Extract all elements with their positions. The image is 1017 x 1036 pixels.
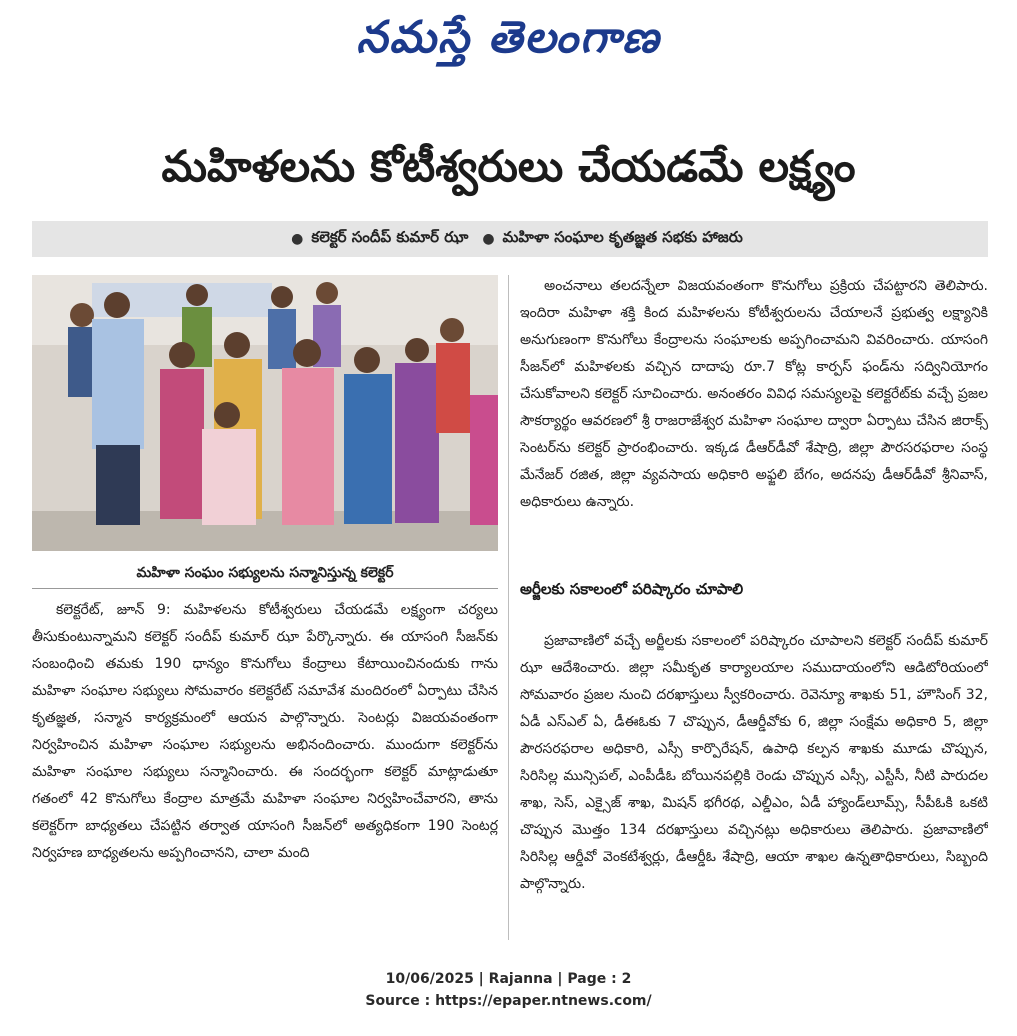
subhead-bar (32, 221, 988, 257)
caption-divider (32, 588, 498, 589)
article-paragraph: అంచనాలు తలదన్నేలా విజయవంతంగా కొనుగోలు ప్రక్రియ చేపట్టారని తెలిపారు. ఇందిరా మహిళా శక్తి కింద మహిళలను కోటీశ్వరులను చేయాలనే ప్రభుత్వ లక్ష్యానికి అనుగుణంగా కొనుగోలు కేంద్రాలను సంఘాలకు అప్పగించామని వివరించారు. యాసంగి సీజన్‌లో మహిళలకు వచ్చిన దాదాపు రూ.7 కోట్ల కార్పస్ ఫండ్‌ను సద్వినియోగం చేసుకోవాలని కలెక్టర్ సూచించారు. అనంతరం వివిధ సమస్యలపై కలెక్టరేట్‌కు వచ్చే ప్రజల సౌకర్యార్థం ఆవరణలో శ్రీ రాజరాజేశ్వర మహిళా సంఘాల ద్వారా ఏర్పాటు చేసిన జిరాక్స్ సెంటర్‌ను కలెక్టర్ ప్రారంభించారు. ఇక్కడ డీఆర్‌డీవో శేషాద్రి, జిల్లా పౌరసరఫరాల సంస్థ మేనేజర్ రజిత, జిల్లా వ్యవసాయ అధికారి అఫ్జలి బేగం, అదనపు డీఆర్‌డీవో శ్రీనివాస్, అధికారులు ఉన్నారు. (520, 278, 988, 510)
masthead (0, 6, 1017, 70)
subsection-heading: అర్జీలకు సకాలంలో పరిష్కారం చూపాలి (520, 580, 744, 598)
article-paragraph: కలెక్టరేట్, జూన్ 9: మహిళలను కోటీశ్వరులు చేయడమే లక్ష్యంగా చర్యలు తీసుకుంటున్నామని కలెక్టర్ సందీప్ కుమార్ ఝా పేర్కొన్నారు. ఈ యాసంగి సీజన్‌కు సంబంధించి తమకు 190 ధాన్యం కొనుగోలు కేంద్రాలు కేటాయించినందుకు గాను మహిళా సంఘాల సభ్యులు సోమవారం కలెక్టరేట్ సమావేశ మందిరంలో ఏర్పాటు చేసిన కృతజ్ఞత, సన్మాన కార్యక్రమంలో ఆయన పాల్గొన్నారు. సెంటర్లు విజయవంతంగా నిర్వహించిన మహిళా సంఘాల సభ్యులను అభినందించారు. ముందుగా కలెక్టర్‌ను మహిళా సంఘాల సభ్యులు సన్మానించారు. ఈ సందర్భంగా కలెక్టర్ మాట్లాడుతూ గతంలో 42 కొనుగోలు కేంద్రాల మాత్రమే మహిళా సంఘాల నిర్వహించేవారని, తాను కలెక్టర్‌గా బాధ్యతలు చేపట్టిన తర్వాత యాసంగి సీజన్‌లో అత్యధికంగా 190 సెంటర్ల నిర్వహణ బాధ్యతలను అప్పగించానని, చాలా మంది (32, 602, 498, 861)
photo-caption: మహిళా సంఘం సభ్యులను సన్మానిస్తున్న కలెక్టర్ (136, 565, 394, 581)
bullet-icon: ● (291, 231, 304, 247)
article-photo (32, 275, 498, 551)
bullet-icon: ● (482, 231, 495, 247)
column-divider (508, 275, 509, 940)
article-body-left-column (32, 597, 498, 939)
page-footer (0, 968, 1017, 1012)
source-url: Source : https://epaper.ntnews.com/ (365, 993, 652, 1009)
subhead-1: కలెక్టర్ సందీప్ కుమార్ ఝా (311, 228, 469, 246)
article-headline: మహిళలను కోటీశ్వరులు చేయడమే లక్ష్యం (161, 142, 856, 192)
edition-info: 10/06/2025 | Rajanna | Page : 2 (385, 971, 632, 987)
newspaper-logo: నమస్తే తెలంగాణ (356, 12, 661, 63)
article-body-right-column-top (520, 273, 988, 573)
group-photo-illustration (32, 275, 498, 551)
article-paragraph: ప్రజావాణిలో వచ్చే అర్జీలకు సకాలంలో పరిష్కారం చూపాలని కలెక్టర్ సందీప్ కుమార్ ఝా ఆదేశించారు. జిల్లా సమీకృత కార్యాలయాల సముదాయంలోని ఆడిటోరియంలో సోమవారం ప్రజల నుంచి దరఖాస్తులు స్వీకరించారు. రెవెన్యూ శాఖకు 51, హౌసింగ్ 32, ఏడీ ఎస్ఎల్ ఏ, డీఈఓకు 7 చొప్పున, డీఆర్డీవోకు 6, జిల్లా సంక్షేమ అధికారి 5, జిల్లా పౌరసరఫరాల అధికారి, ఎస్సీ కార్పొరేషన్, ఉపాధి కల్పన శాఖకు మూడు చొప్పున, సిరిసిల్ల మున్సిపల్, ఎంపీడీఓ బోయినపల్లికి రెండు చొప్పున ఎస్సీ, ఎస్టీసీ, నీటి పారుదల శాఖ, సెస్, ఎక్సైజ్ శాఖ, మిషన్ భగీరథ, ఎల్డీఎం, ఏడీ హ్యాండ్‌లూమ్స్, సీపీఓకి ఒకటి చొప్పున మొత్తం 134 దరఖాస్తులు వచ్చినట్లు అధికారులు తెలిపారు. ప్రజావాణిలో సిరిసిల్ల ఆర్డీవో వెంకటేశ్వర్లు, డీఆర్డీఓ శేషాద్రి, ఆయా శాఖల ఉన్నతాధికారులు, సిబ్బంది పాల్గొన్నారు. (520, 633, 988, 892)
subhead-2: మహిళా సంఘాల కృతజ్ఞత సభకు హాజరు (502, 228, 743, 246)
article-body-right-column-bottom (520, 628, 988, 940)
